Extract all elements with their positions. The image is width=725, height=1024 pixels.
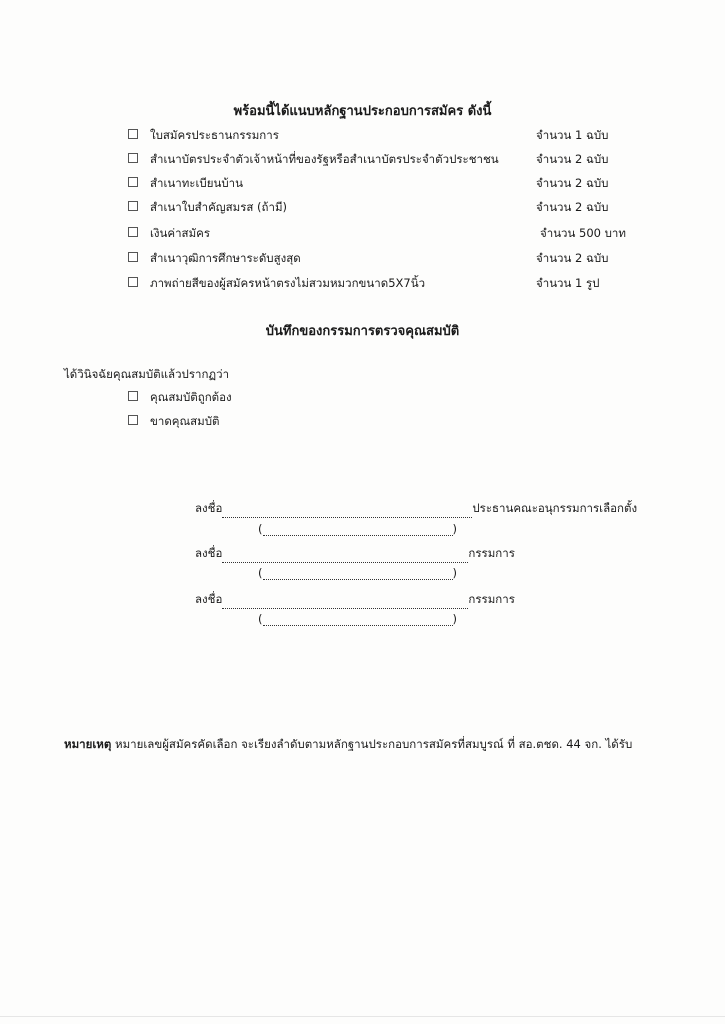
checkbox[interactable] (128, 391, 138, 401)
signature-role: กรรมการ (468, 592, 515, 606)
checkbox[interactable] (128, 153, 138, 163)
checkbox[interactable] (128, 129, 138, 139)
inspection-option (128, 386, 648, 408)
signature-line (195, 591, 515, 609)
signature-prefix: ลงชื่อ (195, 592, 223, 606)
attachment-quantity: จำนวน 500 บาท (540, 226, 626, 240)
signature-field[interactable] (222, 596, 468, 609)
attachment-item (128, 148, 648, 170)
signature-field[interactable] (222, 550, 468, 563)
printed-name-line (258, 612, 457, 626)
attachment-label: สำเนาบัตรประจำตัวเจ้าหน้าที่ของรัฐหรือสำเนาบัตรประจำตัวประชาชน (150, 152, 499, 166)
signature-role: กรรมการ (468, 546, 515, 560)
open-paren-icon: ( (258, 612, 263, 626)
inspection-intro: ได้วินิจฉัยคุณสมบัติแล้วปรากฏว่า (64, 367, 230, 381)
attachment-label: เงินค่าสมัคร (150, 226, 211, 240)
checkbox[interactable] (128, 227, 138, 237)
attachment-item (128, 172, 648, 194)
attachment-quantity: จำนวน 1 รูป (536, 276, 600, 290)
attachment-item (128, 247, 648, 269)
checkbox[interactable] (128, 177, 138, 187)
signature-line (195, 545, 515, 563)
checkbox[interactable] (128, 415, 138, 425)
footnote-text: หมายเลขผู้สมัครคัดเลือก จะเรียงลำดับตามหลักฐานประกอบการสมัครที่สมบูรณ์ ที่ สอ.ตชด. 44 จก. ได้รับ (115, 737, 633, 751)
inspection-option-label: คุณสมบัติถูกต้อง (150, 390, 232, 404)
attachment-label: สำเนาวุฒิการศึกษาระดับสูงสุด (150, 251, 301, 265)
close-paren-icon: ) (452, 566, 457, 580)
open-paren-icon: ( (258, 522, 263, 536)
attachment-item (128, 272, 648, 294)
signature-line (195, 500, 637, 518)
signature-prefix: ลงชื่อ (195, 546, 223, 560)
scan-edge-divider (0, 1016, 725, 1017)
attachment-quantity: จำนวน 2 ฉบับ (536, 152, 609, 166)
attachment-label: สำเนาทะเบียนบ้าน (150, 176, 243, 190)
attachment-item (128, 196, 648, 218)
attachments-heading: พร้อมนี้ได้แนบหลักฐานประกอบการสมัคร ดังนี้ (233, 104, 492, 119)
attachment-item (128, 124, 648, 146)
attachment-label: ใบสมัครประธานกรรมการ (150, 128, 279, 142)
open-paren-icon: ( (258, 566, 263, 580)
footnote-label: หมายเหตุ (64, 737, 112, 751)
checkbox[interactable] (128, 277, 138, 287)
close-paren-icon: ) (452, 612, 457, 626)
printed-name-field[interactable] (263, 567, 453, 580)
attachment-label: ภาพถ่ายสีของผู้สมัครหน้าตรงไม่สวมหมวกขนาด5X7นิ้ว (150, 276, 426, 290)
close-paren-icon: ) (452, 522, 457, 536)
signature-role: ประธานคณะอนุกรรมการเลือกตั้ง (472, 501, 638, 515)
signature-field[interactable] (222, 505, 472, 518)
attachment-quantity: จำนวน 2 ฉบับ (536, 200, 609, 214)
attachment-label: สำเนาใบสำคัญสมรส (ถ้ามี) (150, 200, 288, 214)
attachment-quantity: จำนวน 2 ฉบับ (536, 251, 609, 265)
printed-name-line (258, 522, 457, 536)
printed-name-field[interactable] (263, 613, 453, 626)
signature-prefix: ลงชื่อ (195, 501, 223, 515)
footnote (64, 736, 632, 754)
attachment-item (128, 222, 648, 244)
checkbox[interactable] (128, 252, 138, 262)
inspection-heading: บันทึกของกรรมการตรวจคุณสมบัติ (265, 324, 460, 339)
attachment-quantity: จำนวน 1 ฉบับ (536, 128, 609, 142)
inspection-option-label: ขาดคุณสมบัติ (150, 414, 220, 428)
attachment-quantity: จำนวน 2 ฉบับ (536, 176, 609, 190)
inspection-option (128, 410, 648, 432)
printed-name-line (258, 566, 457, 580)
printed-name-field[interactable] (263, 523, 453, 536)
checkbox[interactable] (128, 201, 138, 211)
